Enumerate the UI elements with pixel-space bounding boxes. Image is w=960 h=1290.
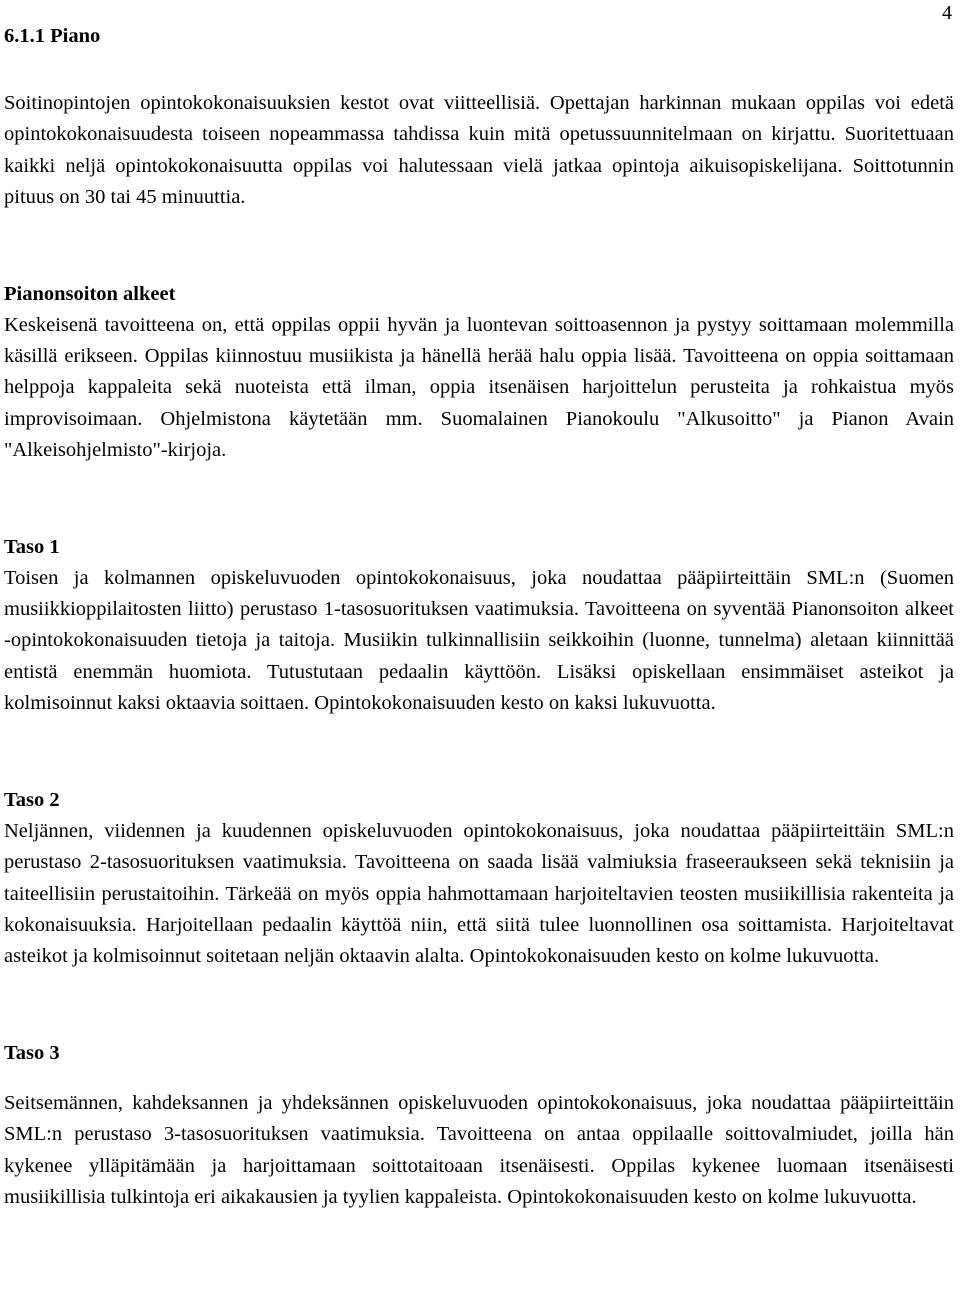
intro-paragraph: Soitinopintojen opintokokonaisuuksien kestot ovat viitteellisiä. Opettajan harkinnan mukaan oppilas voi edetä opintokokonaisuudesta toiseen nopeammassa tahdissa kuin mitä opetussuunnitelmaan on kirjattu. Suoritettuaan kaikki neljä opintokokonaisuutta oppilas voi halutessaan vielä jatkaa opintoja aikuisopiskelijana. Soittotunnin pituus on 30 tai 45 minuuttia. [4,92,954,209]
section-body: Toisen ja kolmannen opiskeluvuoden opintokokonaisuus, joka noudattaa pääpiirteittäin SML:n (Suomen musiikkioppilaitosten liitto) perustaso 1-tasosuorituksen vaatimuksia. Tavoitteena on syventää Pianonsoiton alkeet -opintokokonaisuuden tietoja ja taitoja. Musiikin tulkinnallisiin seikkoihin (luonne, tunnelma) aletaan kiinnittää entistä enemmän huomiota. Tutustutaan pedaalin käyttöön. Lisäksi opiskellaan ensimmäiset asteikot ja kolmisoinnut kaksi oktaavia soittaen. Opintokokonaisuuden kesto on kaksi lukuvuotta. [4,566,954,715]
section-taso-3 [4,1037,954,1214]
section-title: Pianonsoiton alkeet [4,282,176,305]
section-title: Taso 2 [4,788,60,811]
section-pianonsoiton-alkeet [4,278,954,467]
section-body: Neljännen, viidennen ja kuudennen opiskeluvuoden opintokokonaisuus, joka noudattaa pääpiirteittäin SML:n perustaso 2-tasosuorituksen vaatimuksia. Tavoitteena on saada lisää valmiuksia fraseeraukseen sekä teknisiin ja taiteellisiin perustaitoihin. Tärkeää on myös oppia hahmottamaan harjoiteltavien teosten musiikillisia rakenteita ja kokonaisuuksia. Harjoitellaan pedaalin käyttöä niin, että siitä tulee luonnollinen osa soittamista. Harjoiteltavat asteikot ja kolmisoinnut soitetaan neljän oktaavin alalta. Opintokokonaisuuden kesto on kolme lukuvuotta. [4,819,954,968]
page-number: 4 [942,2,952,24]
section-title: Taso 1 [4,535,60,558]
section-body: Keskeisenä tavoitteena on, että oppilas oppii hyvän ja luontevan soittoasennon ja pystyy soittamaan molemmilla käsillä erikseen. Oppilas kiinnostuu musiikista ja hänellä herää halu oppia lisää. Tavoitteena on oppia soittamaan helppoja kappaleita sekä nuoteista että ilman, oppia itsenäisen harjoittelun perusteita ja rohkaistua myös improvisoimaan. Ohjelmistona käytetään mm. Suomalainen Pianokoulu "Alkusoitto" ja Pianon Avain "Alkeisohjelmisto"-kirjoja. [4,313,954,462]
section-body: Seitsemännen, kahdeksannen ja yhdeksännen opiskeluvuoden opintokokonaisuus, joka noudattaa pääpiirteittäin SML:n perustaso 3-tasosuorituksen vaatimuksia. Tavoitteena on antaa oppilaalle soittovalmiudet, joilla hän kykenee ylläpitämään ja harjoittamaan soittotaitoaan itsenäisesti. Oppilas kykenee luomaan itsenäisesti musiikillisia tulkintoja eri aikakausien ja tyylien kappaleista. Opintokokonaisuuden kesto on kolme lukuvuotta. [4,1091,954,1208]
chapter-heading: 6.1.1 Piano [4,25,101,47]
document-body [4,20,954,1213]
section-taso-2 [4,784,954,973]
section-taso-1 [4,531,954,720]
section-title: Taso 3 [4,1041,60,1064]
